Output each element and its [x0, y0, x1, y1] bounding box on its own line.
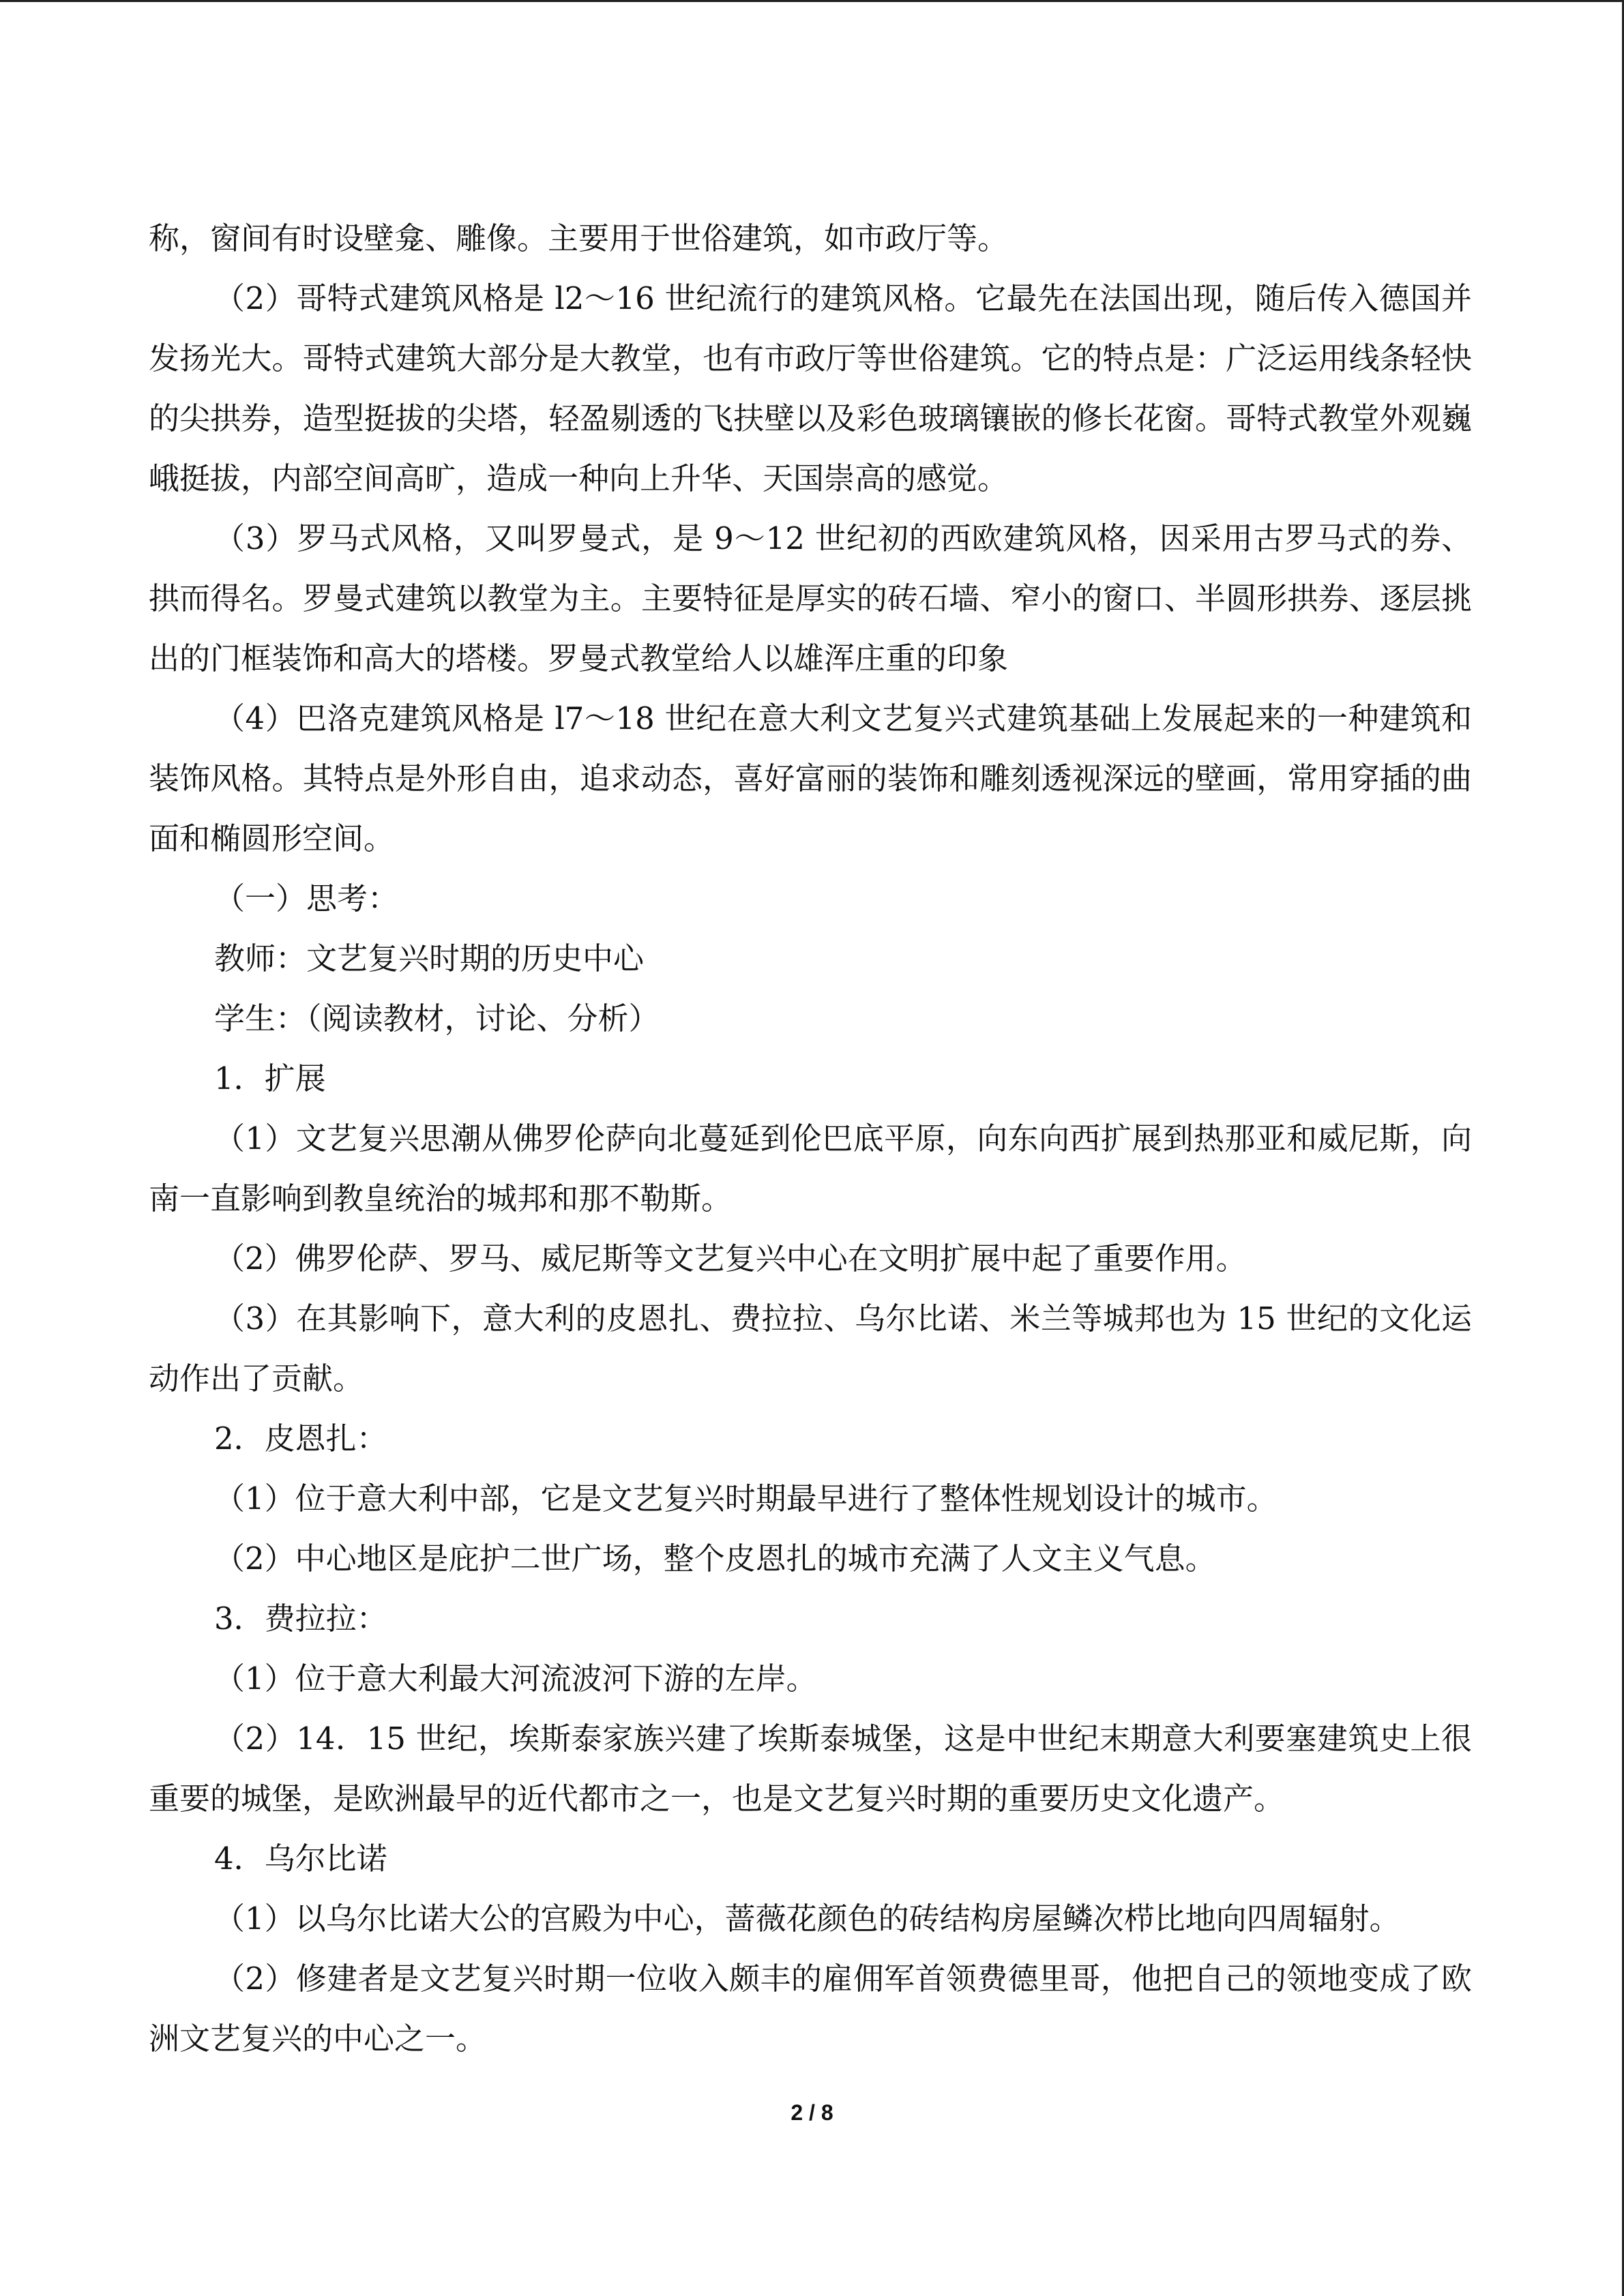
paragraph-pienza-1: （1）位于意大利中部，它是文艺复兴时期最早进行了整体性规划设计的城市。 — [214, 1480, 1278, 1517]
heading-pienza: 2．皮恩扎： — [214, 1420, 387, 1457]
paragraph-expansion-1: （1）文艺复兴思潮从佛罗伦萨向北蔓延到伦巴底平原，向东向西扩展到热那亚和威尼斯，向南一直影响到教皇统治的城邦和那不勒斯。 — [149, 1120, 1472, 1217]
paragraph-expansion-2: （2）佛罗伦萨、罗马、威尼斯等文艺复兴中心在文明扩展中起了重要作用。 — [214, 1240, 1247, 1277]
paragraph-ferrara-1: （1）位于意大利最大河流波河下游的左岸。 — [214, 1660, 817, 1697]
paragraph-romanesque: （3）罗马式风格，又叫罗曼式，是 9～12 世纪初的西欧建筑风格，因采用古罗马式的券、拱而得名。罗曼式建筑以教堂为主。主要特征是厚实的砖石墙、窄小的窗口、半圆形拱券、逐层挑出的门框装饰和高大的塔楼。罗曼式教堂给人以雄浑庄重的印象 — [149, 520, 1472, 676]
paragraph-urbino-2: （2）修建者是文艺复兴时期一位收入颇丰的雇佣军首领费德里哥，他把自己的领地变成了欧洲文艺复兴的中心之一。 — [149, 1960, 1472, 2057]
paragraph-expansion-3: （3）在其影响下，意大利的皮恩扎、费拉拉、乌尔比诺、米兰等城邦也为 15 世纪的文化运动作出了贡献。 — [149, 1300, 1472, 1397]
heading-ferrara: 3．费拉拉： — [214, 1600, 387, 1637]
paragraph-urbino-1: （1）以乌尔比诺大公的宫殿为中心，蔷薇花颜色的砖结构房屋鳞次栉比地向四周辐射。 — [214, 1900, 1400, 1937]
paragraph-ferrara-2: （2）14．15 世纪，埃斯泰家族兴建了埃斯泰城堡，这是中世纪末期意大利要塞建筑史上很重要的城堡，是欧洲最早的近代都市之一，也是文艺复兴时期的重要历史文化遗产。 — [149, 1720, 1472, 1817]
heading-urbino: 4．乌尔比诺 — [214, 1840, 387, 1877]
paragraph-1: 称，窗间有时设壁龛、雕像。主要用于世俗建筑，如市政厅等。 — [149, 220, 1009, 256]
paragraph-baroque: （4）巴洛克建筑风格是 l7～18 世纪在意大利文艺复兴式建筑基础上发展起来的一种建筑和装饰风格。其特点是外形自由，追求动态，喜好富丽的装饰和雕刻透视深远的壁画，常用穿插的曲面和椭圆形空间。 — [149, 700, 1472, 856]
document-body — [149, 209, 1472, 2069]
teacher-line: 教师：文艺复兴时期的历史中心 — [214, 940, 645, 976]
paragraph-gothic: （2）哥特式建筑风格是 l2～16 世纪流行的建筑风格。它最先在法国出现，随后传入德国并发扬光大。哥特式建筑大部分是大教堂，也有市政厅等世俗建筑。它的特点是：广泛运用线条轻快的尖拱券，造型挺拔的尖塔，轻盈剔透的飞扶壁以及彩色玻璃镶嵌的修长花窗。哥特式教堂外观巍峨挺拔，内部空间高旷，造成一种向上升华、天国崇高的感觉。 — [149, 280, 1472, 496]
section-heading-think: （一）思考： — [214, 880, 399, 916]
paragraph-pienza-2: （2）中心地区是庇护二世广场，整个皮恩扎的城市充满了人文主义气息。 — [214, 1540, 1216, 1577]
student-line: 学生：（阅读教材，讨论、分析） — [214, 1000, 660, 1037]
page-top-border — [0, 0, 1624, 2]
heading-expansion: 1．扩展 — [214, 1060, 326, 1097]
page-number: 2 / 8 — [791, 2100, 833, 2125]
